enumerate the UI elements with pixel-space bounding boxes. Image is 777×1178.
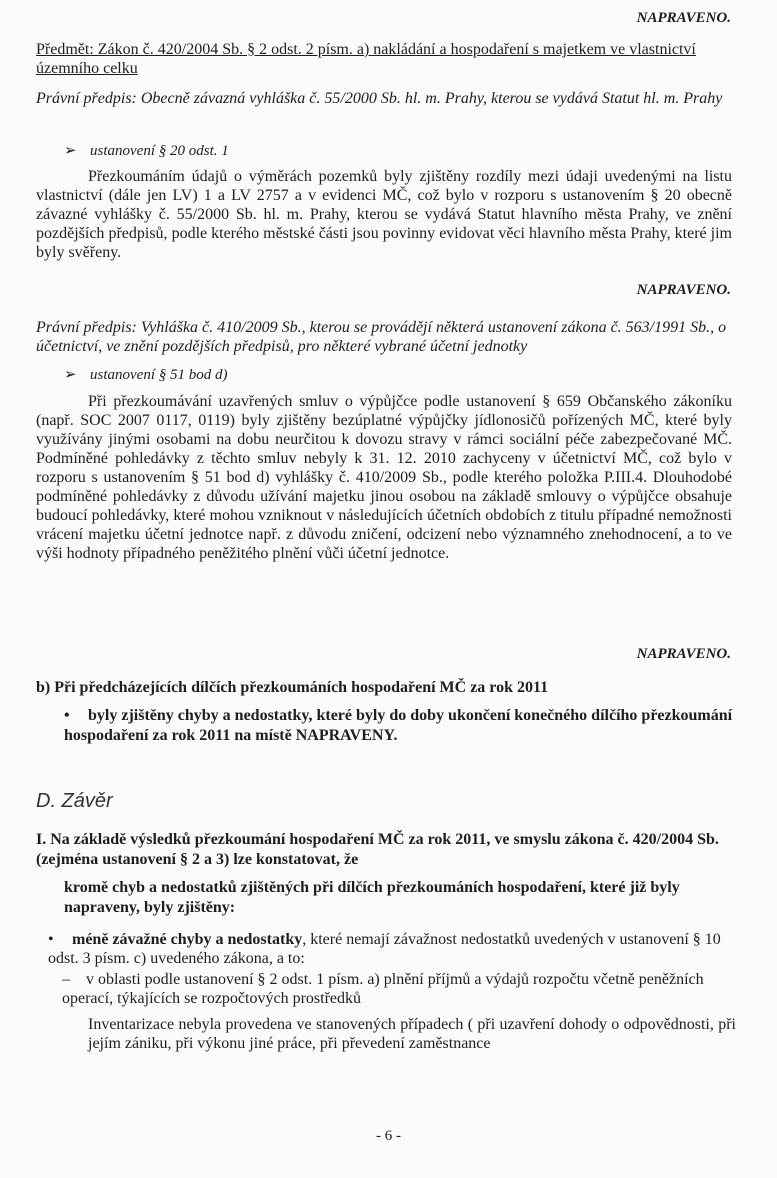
minor-deficiencies-label: méně závažné chyby a nedostatky [72, 931, 303, 948]
section-b-bullet-text: byly zjištěny chyby a nedostatky, které byly do doby ukončení konečného dílčího přezkoumání hospodaření za rok 2011 na místě NAPRAVENY. [64, 707, 733, 744]
provision-1-text: ustanovení § 20 odst. 1 [90, 143, 229, 159]
minor-deficiencies-bullet [48, 930, 736, 968]
arrow-icon: ➢ [64, 367, 77, 383]
provision-1 [64, 141, 229, 160]
fixed-status-3: NAPRAVENO. [636, 646, 731, 662]
paragraph-2: Při přezkoumávání uzavřených smluv o výpůjčce podle ustanovení § 659 Občanského zákoníku (např. SOC 2007 0117, 0119) byly zjištěny bezúplatné výpůjčky jídlonosičů pořízených MČ, které byly využívány jinými osobami na dobu neurčitou k dovozu stravy v rámci sociální péče zabezpečované MČ. Podmíněné pohledávky z těchto smluv nebyly k 31. 12. 2010 zachyceny v účetnictví MČ, což bylo v rozporu s ustanovením § 51 bod d) vyhlášky č. 410/2009 Sb., podle kterého položka P.III.4. Dlouhodobé podmíněné pohledávky z důvodu užívání majetku jinou osobou na základě smlouvy o výpůjčce obsahuje budoucí pohledávky, které mohou vzniknout v následujících účetních obdobích z titulu případné nemožnosti vrácení majetku účetní jednotce např. z důvodu zničení, odcizení nebo významného znehodnocení, a to ve výši hodnoty případného peněžitého plnění vůči účetní jednotce. [36, 393, 732, 562]
dash-list-item-text: v oblasti podle ustanovení § 2 odst. 1 písm. a) plnění příjmů a výdajů rozpočtu včetně peněžních operací, týkajících se rozpočtových prostředků [62, 971, 704, 1007]
inventory-paragraph: Inventarizace nebyla provedena ve stanovených případech ( při uzavření dohody o odpovědnosti, při jejím zániku, při výkonu jiné práce, při převedení zaměstnance [88, 1016, 736, 1052]
minor-deficiencies-text: , které nemají závažnost nedostatků uvedených v ustanovení § 10 odst. 3 písm. c) uvedeného zákona, a to: [48, 931, 721, 967]
conclusion-point-1: I. Na základě výsledků přezkoumání hospodaření MČ za rok 2011, ve smyslu zákona č. 420/2004 Sb. (zejména ustanovení § 2 a 3) lze konstatovat, že [36, 831, 719, 868]
section-b-heading: b) Při předcházejících dílčích přezkoumáních hospodaření MČ za rok 2011 [36, 679, 549, 696]
bullet-icon: • [64, 707, 70, 724]
legal-regulation-2: Právní předpis: Vyhláška č. 410/2009 Sb., kterou se provádějí některá ustanovení zákona č. 563/1991 Sb., o účetnictví, ve znění pozdějších předpisů, pro některé vybrané účetní jednotky [36, 319, 727, 355]
dash-icon: – [62, 971, 70, 988]
conclusion-text: kromě chyb a nedostatků zjištěných při dílčích přezkoumáních hospodaření, které již byly napraveny, byly zjištěny: [64, 879, 680, 916]
fixed-status-1: NAPRAVENO. [636, 10, 731, 26]
page-number: - 6 - [376, 1128, 401, 1144]
section-b-bullet [64, 706, 736, 746]
bullet-icon: • [48, 931, 54, 948]
provision-2 [64, 365, 227, 384]
dash-list-item [62, 970, 736, 1008]
legal-regulation-1: Právní předpis: Obecně závazná vyhláška č. 55/2000 Sb. hl. m. Prahy, kterou se vydává Statut hl. m. Prahy [36, 90, 723, 107]
paragraph-1: Přezkoumáním údajů o výměrách pozemků byly zjištěny rozdíly mezi údaji uvedenými na listu vlastnictví (dále jen LV) 1 a LV 2757 a v evidenci MČ, což bylo v rozporu s ustanovením § 20 obecně závazné vyhlášky č. 55/2000 Sb. hl. m. Prahy, kterou se vydává Statut hlavního města Prahy, ve znění pozdějších předpisů, podle kterého městské části jsou povinny evidovat věci hlavního města Prahy, které jim byly svěřeny. [36, 168, 732, 261]
section-d-heading: D. Závěr [36, 790, 113, 812]
fixed-status-2: NAPRAVENO. [636, 282, 731, 298]
subject-line: Předmět: Zákon č. 420/2004 Sb. § 2 odst. 2 písm. a) nakládání a hospodaření s majetkem ve vlastnictví územního celku [36, 41, 696, 77]
provision-2-text: ustanovení § 51 bod d) [90, 367, 228, 383]
arrow-icon: ➢ [64, 143, 77, 159]
